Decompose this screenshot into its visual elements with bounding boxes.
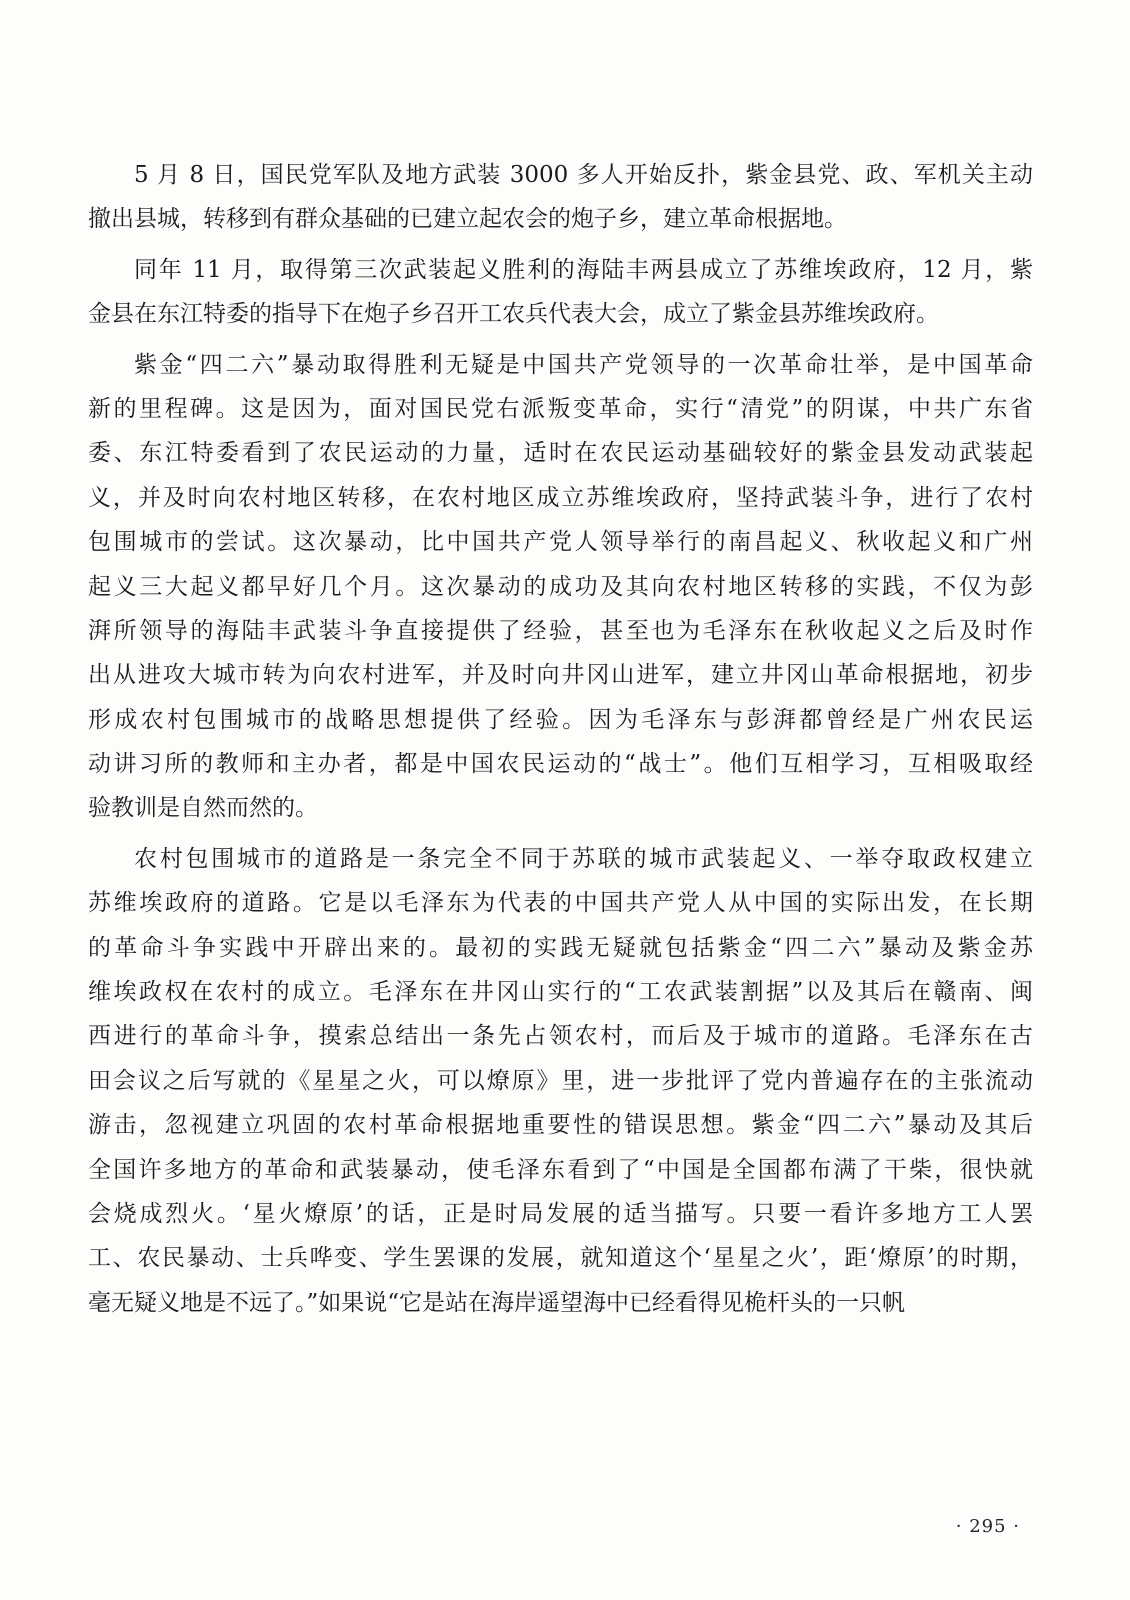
paragraph: [88, 153, 1033, 242]
text-line: 动讲习所的教师和主办者，都是中国农民运动的“战士”。他们互相学习，互相吸取经: [88, 751, 1033, 778]
text-line: 5 月 8 日，国民党军队及地方武装 3000 多人开始反扑，紫金县党、政、军机关主动: [134, 162, 1033, 188]
paragraph: [88, 248, 1033, 337]
text-line: 新的里程碑。这是因为，面对国民党右派叛变革命，实行“清党”的阴谋，中共广东省: [88, 395, 1033, 422]
paragraph: [88, 343, 1033, 831]
text-line: 田会议之后写就的《星星之火，可以燎原》里，进一步批评了党内普遍存在的主张流动: [88, 1067, 1033, 1094]
text-line: 义，并及时向农村地区转移，在农村地区成立苏维埃政府，坚持武装斗争，进行了农村: [88, 484, 1033, 511]
text-line: 苏维埃政府的道路。它是以毛泽东为代表的中国共产党人从中国的实际出发，在长期: [88, 890, 1033, 917]
text-line: 同年 11 月，取得第三次武装起义胜利的海陆丰两县成立了苏维埃政府，12 月，紫: [134, 256, 1033, 283]
text-line: 游击，忽视建立巩固的农村革命根据地重要性的错误思想。紫金“四二六”暴动及其后: [88, 1112, 1033, 1139]
text-line: 出从进攻大城市转为向农村进军，并及时向井冈山进军，建立井冈山革命根据地，初步: [88, 662, 1033, 689]
paragraph: [88, 837, 1033, 1325]
text-line: 毫无疑义地是不远了。”如果说“它是站在海岸遥望海中已经看得见桅杆头的一只帆: [88, 1289, 906, 1316]
page-number: · 295 ·: [955, 1516, 1020, 1537]
text-line: 撤出县城，转移到有群众基础的已建立起农会的炮子乡，建立革命根据地。: [88, 206, 847, 233]
text-line: 起义三大起义都早好几个月。这次暴动的成功及其向农村地区转移的实践，不仅为彭: [88, 573, 1033, 600]
text-line: 紫金“四二六”暴动取得胜利无疑是中国共产党领导的一次革命壮举，是中国革命: [134, 351, 1033, 378]
text-line: 西进行的革命斗争，摸索总结出一条先占领农村，而后及于城市的道路。毛泽东在古: [88, 1023, 1033, 1050]
text-line: 工、农民暴动、士兵哗变、学生罢课的发展，就知道这个‘星星之火’，距‘燎原’的时期，: [88, 1245, 1033, 1272]
text-line: 的革命斗争实践中开辟出来的。最初的实践无疑就包括紫金“四二六”暴动及紫金苏: [88, 934, 1033, 961]
text-line: 委、东江特委看到了农民运动的力量，适时在农民运动基础较好的紫金县发动武装起: [88, 440, 1033, 467]
text-line: 农村包围城市的道路是一条完全不同于苏联的城市武装起义、一举夺取政权建立: [134, 845, 1033, 872]
text-line: 全国许多地方的革命和武装暴动，使毛泽东看到了“中国是全国都布满了干柴，很快就: [88, 1156, 1033, 1183]
text-line: 形成农村包围城市的战略思想提供了经验。因为毛泽东与彭湃都曾经是广州农民运: [88, 706, 1033, 733]
text-line: 会烧成烈火。‘星火燎原’的话，正是时局发展的适当描写。只要一看许多地方工人罢: [88, 1200, 1033, 1227]
text-line: 包围城市的尝试。这次暴动，比中国共产党人领导举行的南昌起义、秋收起义和广州: [88, 529, 1033, 556]
text-line: 湃所领导的海陆丰武装斗争直接提供了经验，甚至也为毛泽东在秋收起义之后及时作: [88, 617, 1033, 644]
body-text: [88, 153, 1033, 1331]
text-line: 验教训是自然而然的。: [88, 795, 318, 822]
text-line: 维埃政权在农村的成立。毛泽东在井冈山实行的“工农武装割据”以及其后在赣南、闽: [88, 979, 1033, 1006]
text-line: 金县在东江特委的指导下在炮子乡召开工农兵代表大会，成立了紫金县苏维埃政府。: [88, 301, 939, 328]
